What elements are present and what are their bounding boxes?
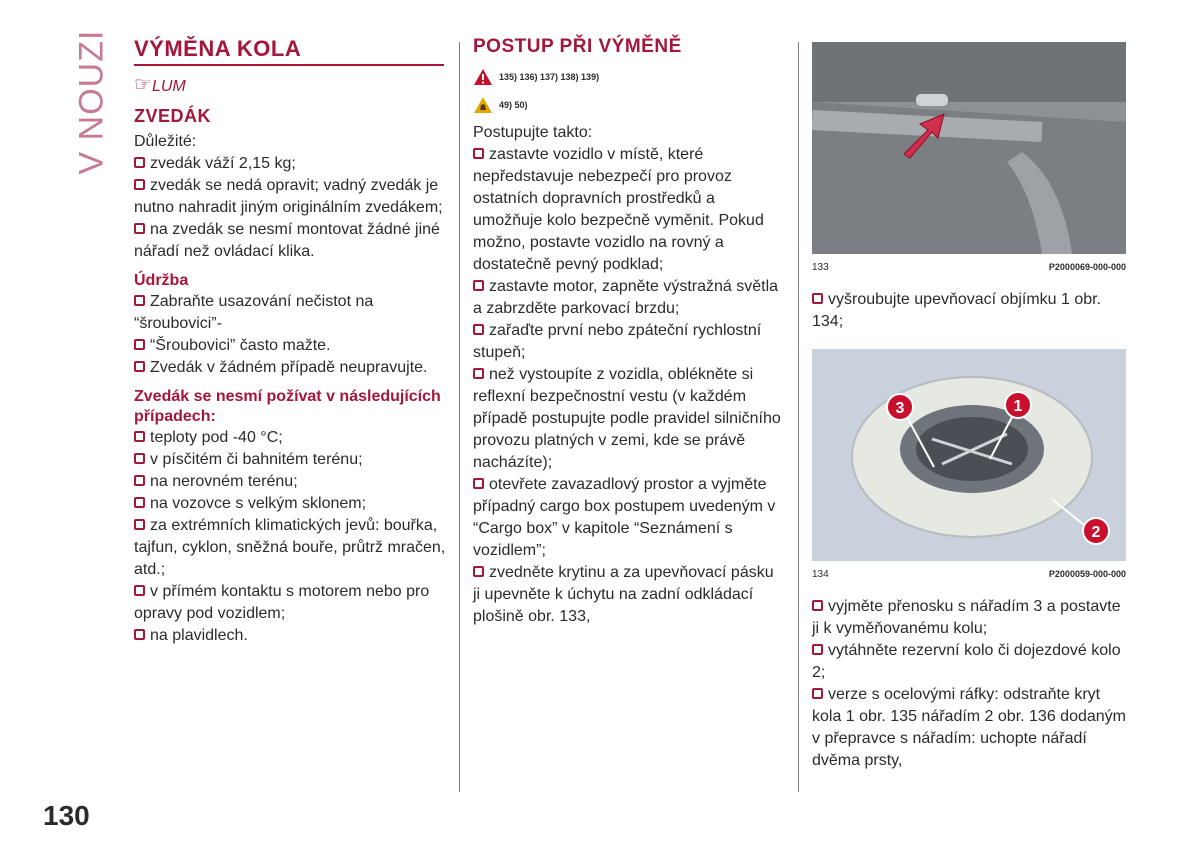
bullet-item: než vystoupíte z vozidla, oblékněte si reflexní bezpečnostní vestu (v každém případě postupujte podle pravidel silničního provozu platných v zemi, kde se právě nacházíte); — [473, 366, 781, 471]
bullet-icon — [134, 361, 145, 372]
bullet-item: zastavte motor, zapněte výstražná světla a zabrzděte parkovací brzdu; — [473, 278, 779, 317]
bullet-icon — [134, 295, 145, 306]
column-divider-2 — [798, 42, 799, 792]
subsection-title-restrictions: Zvedák se nesmí požívat v následujících případech: — [134, 388, 441, 425]
bullet-icon — [473, 368, 484, 379]
warning-triangle-icon — [473, 68, 493, 86]
bullet-icon — [473, 566, 484, 577]
bullet-item: na zvedák se nesmí montovat žádné jiné nářadí než ovládací klika. — [134, 221, 440, 260]
bullet-item: v přímém kontaktu s motorem nebo pro opravy pod vozidlem; — [134, 583, 430, 622]
section-title-procedure: POSTUP PŘI VÝMĚNĚ — [473, 36, 682, 57]
bullet-item: teploty pod -40 °C; — [134, 427, 446, 449]
figure-caption-134: 134 P2000059-000-000 — [812, 569, 1126, 580]
bullet-item: zařaďte první nebo zpáteční rychlostní stupeň; — [473, 322, 762, 361]
bullet-icon — [812, 644, 823, 655]
spare-wheel-illustration — [812, 349, 1126, 561]
bullet-item: zvedák se nedá opravit; vadný zvedák je nutno nahradit jiným originálním zvedákem; — [134, 177, 443, 216]
bullet-icon — [812, 688, 823, 699]
bullet-item: vytáhněte rezervní kolo či dojezdové kolo 2; — [812, 642, 1121, 681]
bullet-icon — [134, 497, 145, 508]
paragraph: Důležité: — [134, 133, 197, 150]
bullet-icon — [134, 339, 145, 350]
svg-text:1: 1 — [1013, 398, 1023, 415]
chapter-side-label: V NOUZI — [72, 29, 111, 175]
bullet-item: “Šroubovici” často mažte. — [134, 335, 446, 357]
bullet-item: verze s ocelovými ráfky: odstraňte kryt kola 1 obr. 135 nářadím 2 obr. 136 dodaným v přepravce s nářadím: uchopte nářadí dvěma prsty, — [812, 686, 1126, 769]
bullet-icon — [134, 475, 145, 486]
column-divider-1 — [459, 42, 460, 792]
bullet-item: Zabraňte usazování nečistot na “šroubovici”- — [134, 293, 374, 332]
column-left — [134, 36, 446, 647]
svg-text:3: 3 — [895, 400, 905, 417]
bullet-item: v písčitém či bahnitém terénu; — [134, 449, 446, 471]
bullet-icon — [473, 324, 484, 335]
bullet-item: za extrémních klimatických jevů: bouřka, tajfun, cyklon, sněžná bouře, průtrž mračen, atd.; — [134, 517, 446, 578]
bullet-item: vyšroubujte upevňovací objímku 1 obr. 134; — [812, 291, 1102, 330]
bullet-icon — [134, 223, 145, 234]
page-number: 130 — [43, 800, 90, 831]
bullet-icon — [473, 148, 484, 159]
figure-133 — [812, 42, 1126, 254]
bullet-icon — [134, 629, 145, 640]
paragraph: Postupujte takto: — [473, 124, 593, 141]
page-title: VÝMĚNA KOLA — [134, 36, 444, 66]
bullet-icon — [812, 293, 823, 304]
bullet-item: otevřete zavazadlový prostor a vyjměte případný cargo box postupem uvedeným v “Cargo box” v kapitole “Seznámení s vozidlem”; — [473, 476, 776, 559]
bullet-item: na plavidlech. — [134, 625, 446, 647]
bullet-item: zvedák váží 2,15 kg; — [134, 153, 446, 175]
subsection-title-maintenance: Údržba — [134, 272, 189, 289]
hand-pointer-icon: ☞LUM — [134, 74, 186, 96]
figure-caption-133: 133 P2000069-000-000 — [812, 262, 1126, 273]
bullet-item: na vozovce s velkým sklonem; — [134, 493, 446, 515]
section-title-jack: ZVEDÁK — [134, 106, 212, 126]
caution-refs: 49) 50) — [473, 94, 785, 116]
column-middle — [473, 36, 785, 628]
bullet-icon — [473, 478, 484, 489]
bullet-icon — [812, 600, 823, 611]
bullet-item: zvedněte krytinu a za upevňovací pásku ji upevněte k úchytu na zadní odkládací plošině obr. 133, — [473, 564, 774, 625]
bullet-icon — [134, 519, 145, 530]
bullet-icon — [134, 453, 145, 464]
column-right — [812, 42, 1126, 772]
bullet-item: vyjměte přenosku s nářadím 3 a postavte ji k vyměňovanému kolu; — [812, 598, 1121, 637]
trunk-lever-illustration — [812, 42, 1126, 254]
bullet-item: na nerovném terénu; — [134, 471, 446, 493]
svg-text:2: 2 — [1091, 524, 1101, 541]
bullet-item: Zvedák v žádném případě neupravujte. — [134, 357, 446, 379]
figure-134 — [812, 349, 1126, 561]
caution-hand-icon — [473, 96, 493, 114]
bullet-icon — [134, 585, 145, 596]
bullet-icon — [473, 280, 484, 291]
warning-refs: 135) 136) 137) 138) 139) — [473, 66, 785, 88]
bullet-icon — [134, 157, 145, 168]
bullet-item: zastavte vozidlo v místě, které nepředstavuje nebezpečí pro provoz ostatních dopravních prostředků a umožňuje kolo bezpečně vyměnit. Pokud možno, postavte vozidlo na rovný a dostatečně pevný podklad; — [473, 146, 764, 273]
bullet-icon — [134, 179, 145, 190]
bullet-icon — [134, 431, 145, 442]
